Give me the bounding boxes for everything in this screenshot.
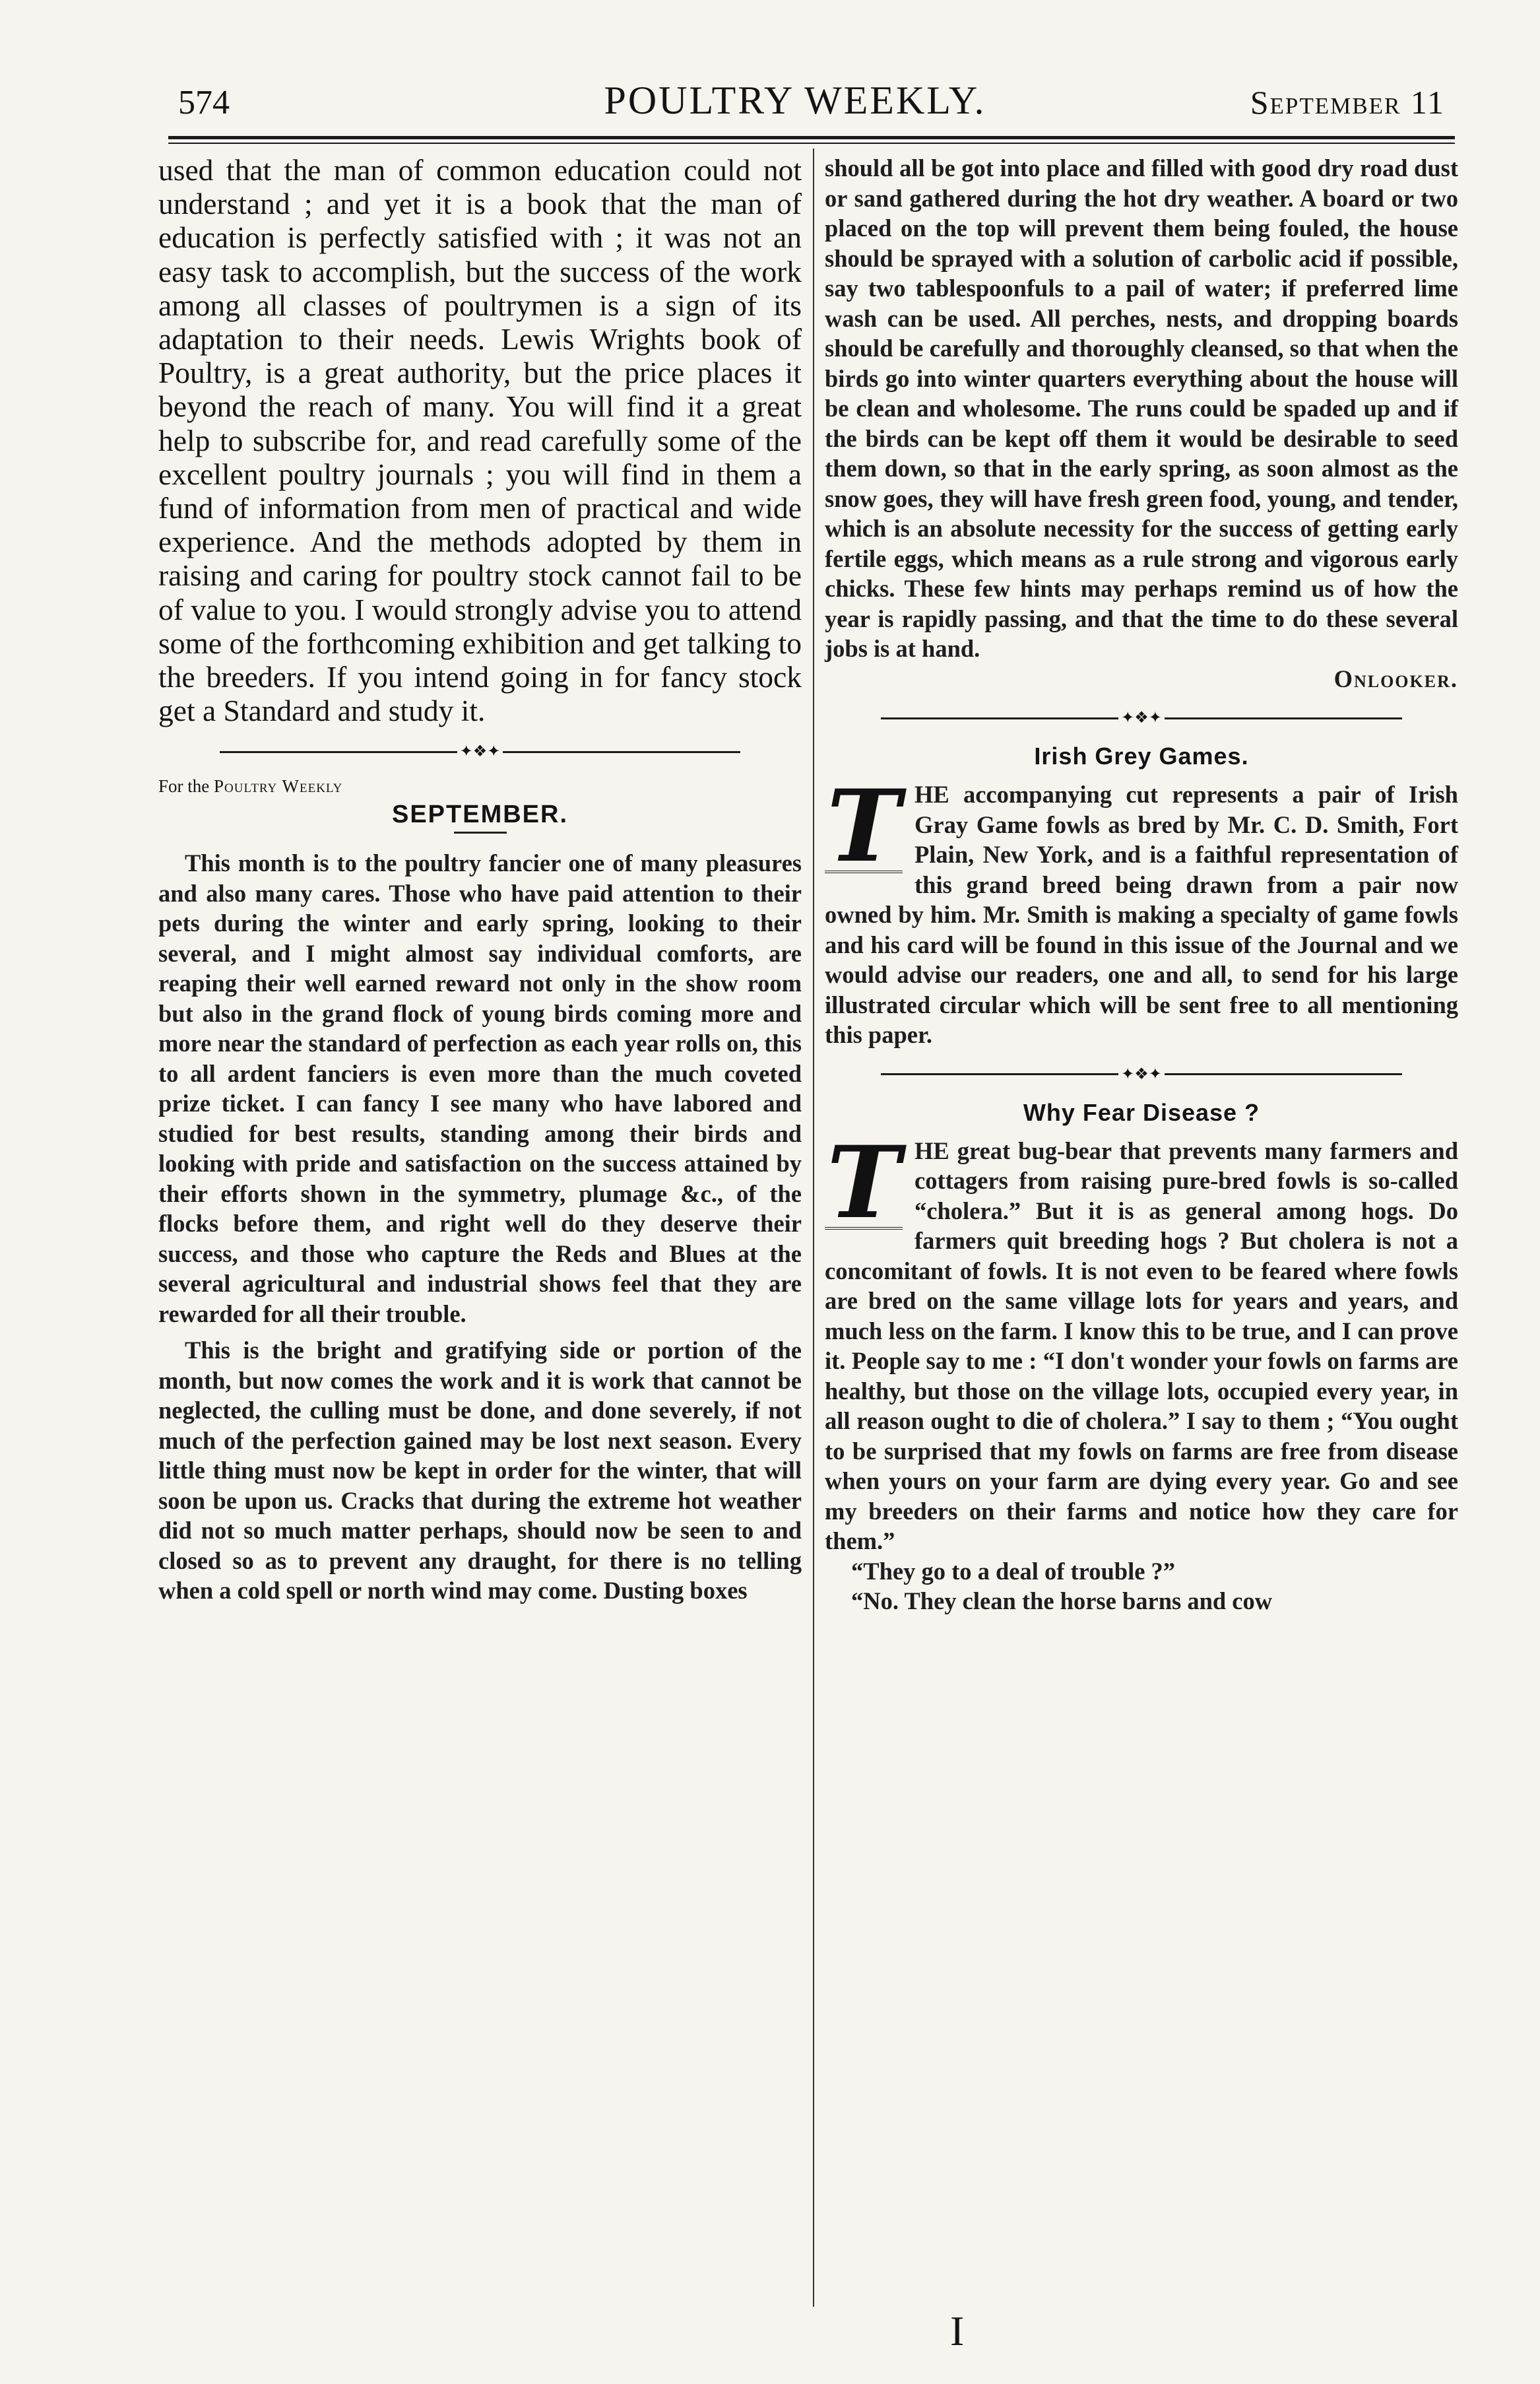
right-column [825,153,1458,1616]
intro-paragraph: used that the man of common education could not understand ; and yet it is a book that the man of education is perfectly satisfied with ; it was not an easy task to accomplish, but the success of the work among all classes of poultrymen is a sign of its adaptation to their needs. Lewis Wrights book of Poultry, is a great authority, but the price places it beyond the reach of many. You will find it a great help to subscribe for, and read carefully some of the excellent poultry journals ; you will find in them a fund of information from men of practical and wide experience. And the methods adopted by them in raising and caring for poultry stock cannot fail to be of value to you. I would strongly advise you to attend some of the forthcoming exhibition and get talking to the breeders. If you intend going in for fancy stock get a Standard and study it. [158,153,802,728]
irish-games-text: HE accompanying cut represents a pair of Irish Gray Game fowls as bred by Mr. C. D. Smith, Fort Plain, New York, and is a faithful representation of this grand breed being drawn from a pair now owned by him. Mr. Smith is making a specialty of game fowls and his card will be found in this issue of the Journal and we would advise our readers, one and all, to send for his large illustrated circular which will be sent free to all mentioning this paper. [825,781,1458,1048]
drop-cap-letter: T [825,783,903,873]
author-signature: Onlooker. [1333,665,1458,692]
column-divider [813,149,814,2307]
drop-cap-letter-2: T [825,1140,903,1230]
footer-signature-mark: I [950,2307,965,2354]
article-title-why-fear-disease: Why Fear Disease ? [1023,1098,1260,1126]
article-credit: For the Poultry Weekly [158,776,343,797]
page-number: 574 [178,84,230,121]
irish-games-article [825,768,1458,1050]
running-head [145,78,1445,131]
why-fear-disease-text: HE great bug-bear that prevents many farmers and cottagers from raising pure-bred fowls is so-called “cholera.” But it is as general among hogs. Do farmers quit breeding hogs ? But cholera is not a concomitant of fowls. It is not even to be feared where fowls are bred on the same village lots for years and years, and much less on the farm. I know this to be true, and I can prove it. People say to me : “I don't wonder your fowls on farms are healthy, but those on the village lots, occupied every year, in all reason ought to die of cholera.” I say to them ; “You ought to be surprised that my fowls on farms are free from disease when yours on your farm are dying every year. Go and see my breeders on their farms and notice how they care for them.” [825,1137,1458,1554]
ornament-divider-3: ✦❖✦ [825,1065,1458,1084]
ornament-divider-2: ✦❖✦ [825,708,1458,728]
why-fear-disease-article [825,1124,1458,1556]
article-title-irish-grey-games: Irish Grey Games. [1034,743,1249,770]
september-continuation: should all be got into place and filled with good dry road dust or sand gathered during the hot dry weather. A board or two placed on the top will prevent them being fouled, the house should be sprayed with a solution of carbolic acid if possible, say two tablespoonfuls to a pail of water; if preferred lime wash can be used. All perches, nests, and dropping boards should be carefully and thoroughly cleansed, so that when the birds go into winter quarters everything about the house will be clean and wholesome. The runs could be spaded up and if the birds can be kept off them it would be desirable to seed them down, so that in the early spring, as soon almost as the snow goes, they will have fresh green food, young, and tender, which is an absolute necessity for the success of getting early fertile eggs, which means as a rule strong and vigorous early chicks. These few hints may perhaps remind us of how the year is rapidly passing, and that the time to do these several jobs is at hand. [825,154,1458,662]
title-underline [454,832,507,834]
dialogue-line-2: “No. They clean the horse barns and cow [851,1587,1273,1614]
article-title-september: SEPTEMBER. [391,801,569,829]
publication-title: POULTRY WEEKLY. [604,79,986,122]
header-rule [168,136,1455,139]
september-paragraph-1: This month is to the poultry fancier one of many pleasures and also many cares. Those who have paid attention to their pets during the winter and early spring, looking to their several, and I might almost say individual comforts, are reaping their well earned reward not only in the show room but also in the grand flock of young birds coming more and more near the standard of perfection as each year rolls on, this to all ardent fanciers is even more than the much coveted prize ticket. I can fancy I see many who have labored and studied for best results, standing among their birds and looking with pride and satisfaction on the success attained by their efforts shown in the symmetry, plumage &c., of the flocks before them, and right well do they deserve their success, and those who capture the Reds and Blues at the several agricultural and industrial shows feel that they are rewarded for all their trouble. [158,849,802,1327]
left-column [158,153,802,1606]
ornament-divider: ✦❖✦ [158,742,802,762]
september-paragraph-2: This is the bright and gratifying side or portion of the month, but now comes the work and it is work that cannot be neglected, the culling must be done, and done severely, if not much of the perfection gained may be lost next season. Every little thing must now be kept in order for the winter, that will soon be upon us. Cracks that during the extreme hot weather did not so much matter perhaps, should now be seen to and closed so as to prevent any draught, for there is no telling when a cold spell or north wind may come. Dusting boxes [158,1337,802,1605]
issue-date: September 11 [1250,84,1445,121]
header-rule-thin [168,143,1455,144]
dialogue-line-1: “They go to a deal of trouble ?” [851,1557,1176,1585]
